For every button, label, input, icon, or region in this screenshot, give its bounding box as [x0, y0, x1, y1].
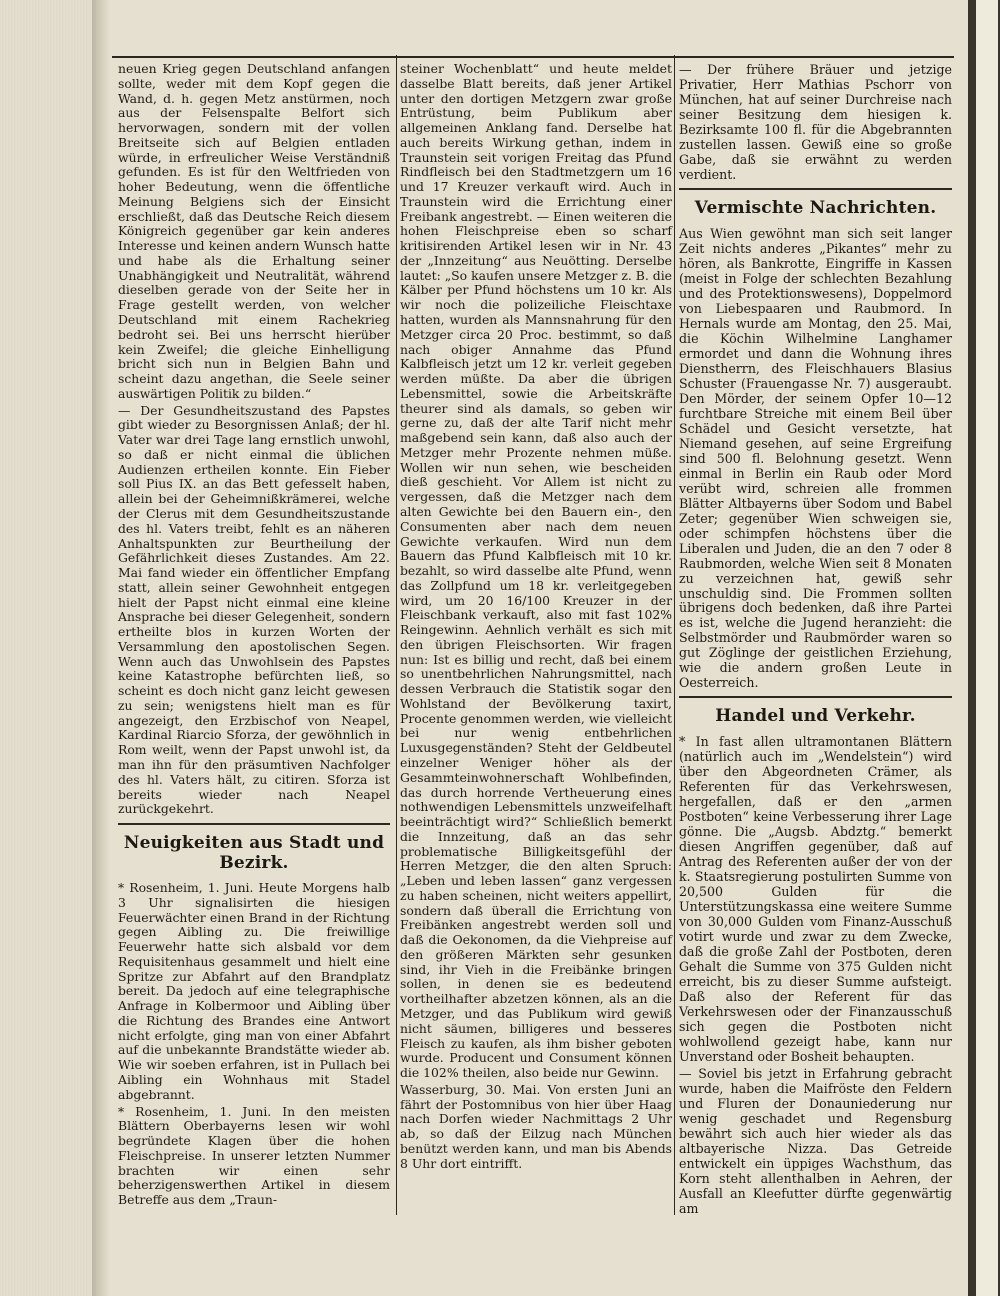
article-paragraph: * In fast allen ultramontanen Blättern (natürlich auch im „Wendelstein“) wird über den Abgeordneten Crämer, als Referenten für das Verkehrswesen, hergefallen, daß er den „armen Postboten“ keine Verbesserung ihrer Lage gönne. Die „Augsb. Abdztg.“ bemerkt diesen Angriffen gegenüber, daß auf Antrag des Referenten außer der von der k. Staatsregierung postulirten Summe von 20,500 Gulden für die Unterstützungskassa eine weitere Summe von 30,000 Gulden vom Finanz-Ausschuß votirt wurde und zwar zu dem Zwecke, daß die große Zahl der Postboten, deren Gehalt die Summe von 375 Gulden nicht erreicht, bis zu dieser Summe aufsteigt. Daß also der Referent für das Verkehrswesen oder der Finanzausschuß sich gegen die Postboten nicht wohlwollend gezeigt habe, kann nur Unverstand oder Bosheit behaupten. [679, 734, 952, 1065]
column-3 [679, 62, 952, 1216]
article-paragraph: steiner Wochenblatt“ und heute meldet dasselbe Blatt bereits, daß jener Artikel unter den dortigen Metzgern zwar große Entrüstung, beim Publikum aber allgemeinen Anklang fand. Derselbe hat auch bereits Wirkung gethan, indem in Traunstein seit vorigen Freitag das Pfund Rindfleisch bei den Stadtmetzgern um 16 und 17 Kreuzer verkauft wird. Auch in Traunstein wird die Errichtung einer Freibank angestrebt. — Einen weiteren die hohen Fleischpreise eben so scharf kritisirenden Artikel lesen wir in Nr. 43 der „Innzeitung“ aus Neuötting. Derselbe lautet: „So kaufen unsere Metzger z. B. die Kälber per Pfund höchstens um 10 kr. Als wir noch die polizeiliche Fleischtaxe hatten, wurden als Mannsnahrung für den Metzger circa 20 Proc. bestimmt, so daß nach obiger Annahme das Pfund Kalbfleisch jetzt um 12 kr. verleit gegeben werden müßte. Da aber die übrigen Lebensmittel, sowie die Arbeitskräfte theurer sind als damals, so geben wir gerne zu, daß der alte Tarif nicht mehr maßgebend sein kann, daß also auch der Metzger mehr Prozente nehmen müße. Wollen wir nun sehen, wie bescheiden dieß geschieht. Vor Allem ist nicht zu vergessen, daß die Metzger nach dem alten Gewichte bei den Bauern ein-, den Consumenten aber nach dem neuen Gewichte verkaufen. Wird nun dem Bauern das Pfund Kalbfleisch mit 10 kr. bezahlt, so wird dasselbe alte Pfund, wenn das Zollpfund um 18 kr. verleitgegeben wird, um 20 16/100 Kreuzer in der Fleischbank verkauft, also mit fast 102% Reingewinn. Aehnlich verhält es sich mit den übrigen Fleischsorten. Wir fragen nun: Ist es billig und recht, daß bei einem so unentbehrlichen Nahrungsmittel, nach dessen Verbrauch die Statistik sogar den Wohlstand der Bevölkerung taxirt, Procente genommen werden, wie vielleicht bei nur wenig entbehrlichen Luxusgegenständen? Steht der Geldbeutel einzelner Weniger höher als der Gesammteinwohnerschaft Wohlbefinden, das durch horrende Vertheuerung eines nothwendigen Lebensmittels unzweifelhaft beeinträchtigt wird?“ Schließlich bemerkt die Innzeitung, daß an das sehr problematische Billigkeitsgefühl der Herren Metzger, die den alten Spruch: „Leben und leben lassen“ ganz vergessen zu haben scheinen, nicht weiters appellirt, sondern daß überall die Errichtung von Freibänken angestrebt werden soll und daß die Oekonomen, da die Viehpreise auf den größeren Märkten sehr gesunken sind, ihr Vieh in die Freibänke bringen sollen, in denen sie es bedeutend vortheilhafter abzetzen können, als an die Metzger, und das Publikum wird gewiß nicht säumen, billigeres und besseres Fleisch zu kaufen, als ihm bisher geboten wurde. Producent und Consument können die 102% theilen, also beide nur Gewinn. [400, 61, 672, 1081]
gutter-shadow [92, 0, 110, 1296]
right-page-edge [968, 0, 1000, 1296]
section-rule [679, 696, 952, 698]
section-rule [679, 188, 952, 190]
section-heading: Handel und Verkehr. [715, 706, 916, 727]
column-divider-1 [396, 55, 397, 1215]
article-paragraph: — Soviel bis jetzt in Erfahrung gebracht wurde, haben die Maifröste den Feldern und Fluren der Donauniederung nur wenig geschadet und Regensburg bewährt sich auch hier wieder als das altbayerische Nizza. Das Getreide entwickelt ein üppiges Wachsthum, das Korn steht allenthalben in Aehren, der Ausfall an Kleefutter dürfte gegenwärtig am [679, 1066, 952, 1216]
article-paragraph: — Der Gesundheitszustand des Papstes gibt wieder zu Besorgnissen Anlaß; der hl. Vater war drei Tage lang ernstlich unwohl, so daß er nicht einmal die üblichen Audienzen ertheilen konnte. Ein Fieber soll Pius IX. an das Bett gefesselt haben, allein bei der Geheimnißkrämerei, welche der Clerus mit dem Gesundheitszustande des hl. Vaters treibt, fehlt es an näheren Anhaltspunkten zur Beurtheilung der Gefährlichkeit dieses Zustandes. Am 22. Mai fand wieder ein öffentlicher Empfang statt, allein seiner Gewohnheit entgegen hielt der Papst nicht einmal eine kleine Ansprache bei dieser Gelegenheit, sondern ertheilte blos in kurzen Worten der Versammlung den apostolischen Segen. Wenn auch das Unwohlsein des Papstes keine Katastrophe befürchten ließ, so scheint es doch nicht ganz leicht gewesen zu sein; wenigstens hielt man es für angezeigt, den Erzbischof von Neapel, Kardinal Riarcio Sforza, der gewöhnlich in Rom weilt, wenn der Papst unwohl ist, da man ihn für den präsumtiven Nachfolger des hl. Vaters hält, zu citiren. Sforza ist bereits wieder nach Neapel zurückgekehrt. [118, 402, 390, 817]
top-rule [112, 56, 954, 58]
section-rule [118, 823, 390, 825]
article-paragraph: * Rosenheim, 1. Juni. Heute Morgens halb 3 Uhr signalisirten die hiesigen Feuerwächter einen Brand in der Richtung gegen Aibling zu. Die freiwillige Feuerwehr hatte sich alsbald vor dem Requisitenhaus gesammelt und hielt eine Spritze zur Abfahrt auf den Brandplatz bereit. Da jedoch auf eine telegraphische Anfrage in Kolbermoor und Aibling über die Richtung des Brandes eine Antwort nicht erfolgte, ging man von einer Abfahrt auf die unbekannte Brandstätte wieder ab. Wie wir soeben erfahren, ist in Pullach bei Aibling ein Wohnhaus mit Stadel abgebrannt. [118, 880, 390, 1102]
column-divider-2 [674, 55, 675, 1215]
article-paragraph: neuen Krieg gegen Deutschland anfangen sollte, weder mit dem Kopf gegen die Wand, d. h. gegen Metz anstürmen, noch aus der Felsenspalte Belfort sich hervorwagen, sondern mit der vollen Breitseite sich auf Belgien entladen würde, in erfreulicher Weise Verständniß gefunden. Es ist für den Weltfrieden von hoher Bedeutung, wenn die öffentliche Meinung Belgiens sich der Einsicht erschließt, daß das Deutsche Reich diesem Königreich gegenüber gar kein anderes Interesse und keinen andern Wunsch hatte und habe als die Erhaltung seiner Unabhängigkeit und Neutralität, während dieselben gerade von der Seite her in Frage gestellt werden, von welcher Deutschland mit einem Rachekrieg bedroht sei. Bei uns herrscht hierüber kein Zweifel; die gleiche Einhelligung bricht sich nun in Belgien Bahn und scheint dazu angethan, die Seele seiner auswärtigen Politik zu bilden.“ [118, 61, 390, 401]
article-paragraph: Wasserburg, 30. Mai. Von ersten Juni an fährt der Postomnibus von hier über Haag nach Dorfen wieder Nachmittags 2 Uhr ab, so daß der Eilzug nach München benützt werden kann, und man bis Abends 8 Uhr dort eintrifft. [400, 1081, 672, 1171]
column-2 [400, 62, 672, 1171]
next-page-strip [976, 0, 998, 1296]
section-heading: Neuigkeiten aus Stadt und Bezirk. [123, 833, 385, 874]
section-heading: Vermischte Nachrichten. [694, 197, 937, 218]
book-binding [0, 0, 96, 1296]
article-paragraph: Aus Wien gewöhnt man sich seit langer Zeit nichts anderes „Pikantes“ mehr zu hören, als Bankrotte, Eingriffe in Kassen (meist in Folge der schlechten Bezahlung und des Protektionswesens), Doppelmord von Liebespaaren und Raubmord. In Hernals wurde am Montag, den 25. Mai, die Köchin Wilhelmine Langhamer ermordet und dann die Wohnung ihres Dienstherrn, des Fleischhauers Blasius Schuster (Frauengasse Nr. 7) ausgeraubt. Den Mörder, der seinem Opfer 10—12 furchtbare Streiche mit einem Beil über Schädel und Gesicht versetzte, hat Niemand gesehen, auf seine Ergreifung sind 500 fl. Belohnung gesetzt. Wenn einmal in Berlin ein Raub oder Mord verübt wird, schreien alle frommen Blätter Altbayerns über Sodom und Babel Zeter; gegenüber Wien schweigen sie, oder schimpfen höchstens über die Liberalen und Juden, die an den 7 oder 8 Raubmorden, welche Wien seit 8 Monaten zu verzeichnen hat, gewiß sehr unschuldig sind. Die Frommen sollten übrigens doch bedenken, daß ihre Partei es ist, welche die Jugend heranzieht: die Selbstmörder und Raubmörder waren so gut Zöglinge der geistlichen Erziehung, wie die andern großen Leute in Oesterreich. [679, 225, 952, 691]
column-1 [118, 62, 390, 1208]
article-paragraph: — Der frühere Bräuer und jetzige Privatier, Herr Mathias Pschorr von München, hat auf seiner Durchreise nach seiner Besitzung dem hiesigen k. Bezirksamte 100 fl. für die Abgebrannten zustellen lassen. Gewiß eine so große Gabe, daß sie erwähnt zu werden verdient. [679, 62, 952, 182]
article-paragraph: * Rosenheim, 1. Juni. In den meisten Blättern Oberbayerns lesen wir wohl begründete Klagen über die hohen Fleischpreise. In unserer letzten Nummer brachten wir einen sehr beherzigenswerthen Artikel in diesem Betreffe aus dem „Traun- [118, 1103, 390, 1208]
